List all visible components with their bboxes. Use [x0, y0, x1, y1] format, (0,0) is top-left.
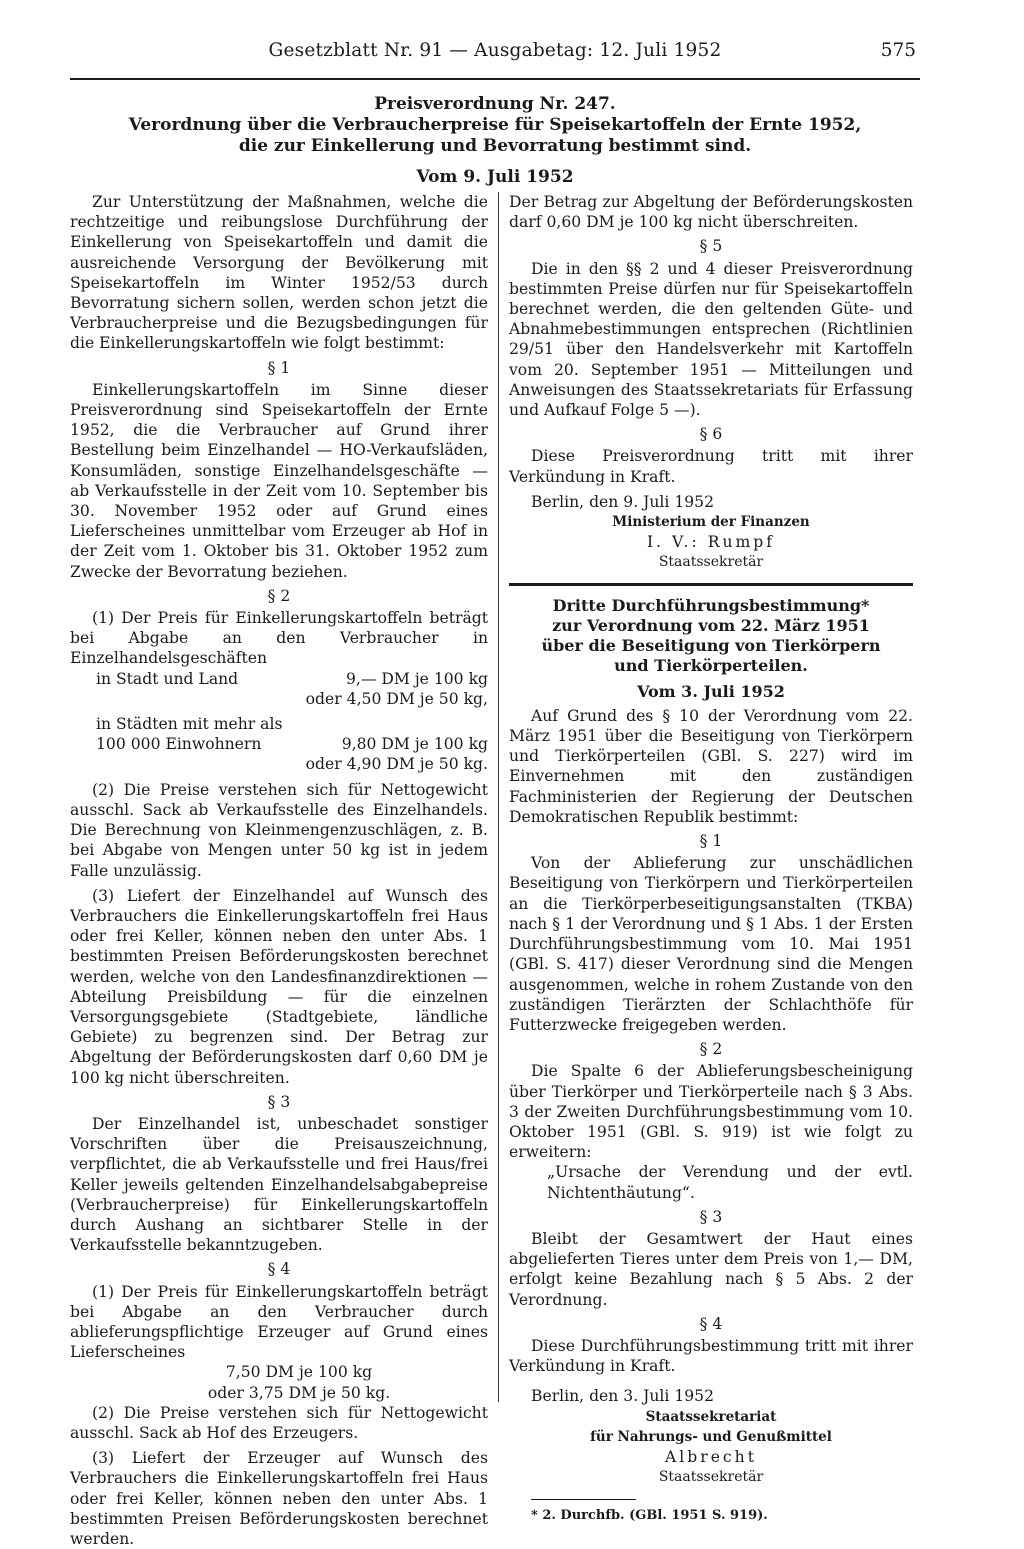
section-heading: § 2: [699, 1040, 723, 1059]
regulation-quote: „Ursache der Verendung und der evtl. Nichtenthäutung“.: [547, 1163, 913, 1202]
intro-paragraph: Zur Unterstützung der Maßnahmen, welche die rechtzeitige und reibungslose Durchführung der Einkellerung von Speisekartoffeln und damit die ausreichende Versorgung der Bevölkerung mit Speisekartoffeln im Winter 1952/53 durch Bevorratung sichern sollen, werden schon jetzt die Verbraucherpreise und die Bezugsbedingungen für die Einkellerungskartoffeln wie folgt bestimmt:: [70, 193, 488, 353]
regulation-heading-line1: Dritte Durchführungsbestimmung*: [552, 595, 870, 615]
regulation-date: Vom 3. Juli 1952: [637, 681, 785, 701]
regulation-heading-line4: und Tierkörperteilen.: [614, 655, 808, 675]
price-value: 9,— DM je 100 kg: [345, 669, 488, 688]
signature-name: Albrecht: [665, 1447, 757, 1466]
column-divider: [498, 192, 499, 1402]
price-row: [70, 669, 488, 689]
section-3-text: Der Einzelhandel ist, unbeschadet sonstiger Vorschriften über die Preisauszeichnung, verpflichtet, die ab Verkaufsstelle und frei Haus/frei Keller jeweils geltenden Einzelhandelsabgabepreise (Verbraucherpreise) für Einkellerungskartoffeln durch Aushang an sichtbarer Stelle in der Verkaufsstelle bekanntzugeben.: [70, 1114, 488, 1255]
section-4-para-1: (1) Der Preis für Einkellerungskartoffeln beträgt bei Abgabe an den Verbraucher durch ablieferungspflichtige Erzeuger auf Grund eines Lieferscheines: [70, 1282, 488, 1362]
header-title: Gesetzblatt Nr. 91 — Ausgabetag: 12. Juli 1952: [268, 40, 722, 61]
section-heading: § 1: [699, 832, 723, 851]
regulation-section-3-text: Bleibt der Gesamtwert der Haut eines abgelieferten Tieres unter dem Preis von 1,— DM, erfolgt keine Bezahlung nach § 5 Abs. 2 der Verordnung.: [509, 1229, 913, 1309]
regulation-intro: Auf Grund des § 10 der Verordnung vom 22. März 1951 über die Beseitigung von Tierkörpern und Tierkörperteilen (GBl. S. 227) wird im Einvernehmen mit den zuständigen Fachministerien der Regierung der Deutschen Demokratischen Republik bestimmt:: [509, 706, 913, 826]
page-header: [70, 38, 920, 80]
signature-title: Staatssekretär: [658, 554, 764, 571]
footnote: * 2. Durchfb. (GBl. 1951 S. 919).: [531, 1508, 768, 1524]
section-5-text: Die in den §§ 2 und 4 dieser Preisverordnung bestimmten Preise dürfen nur für Speisekartoffeln berechnet werden, die den geltenden Güte- und Abnahmebestimmungen entsprechen (Richtlinien 29/51 über den Handelsverkehr mit Kartoffeln vom 20. September 1951 — Mitteilungen und Anweisungen des Staatssekretariats für Erfassung und Aufkauf Folge 5 —).: [509, 259, 913, 420]
ordinance-date: Vom 9. Juli 1952: [416, 167, 574, 187]
signature-name: I. V.: Rumpf: [646, 533, 776, 552]
ordinance-title-line2: die zur Einkellerung und Bevorratung bestimmt sind.: [238, 136, 752, 156]
left-column: [70, 192, 488, 1549]
section-4-para-2: (2) Die Preise verstehen sich für Nettogewicht ausschl. Sack ab Hof des Erzeugers.: [70, 1403, 488, 1442]
signature-organization: Staatssekretariat: [645, 1408, 777, 1425]
price-value: 7,50 DM je 100 kg: [225, 1363, 373, 1382]
section-heading: § 3: [699, 1207, 723, 1226]
regulation-section-1-text: Von der Ablieferung zur unschädlichen Beseitigung von Tierkörpern und Tierkörperteilen an die Tierkörperbeseitigungsanstalten (TKBA) nach § 1 der Verordnung und § 1 Abs. 1 der Ersten Durchführungsbestimmung vom 10. Mai 1951 (GBl. S. 417) dieser Verordnung sind die Mengen ausgenommen, welche in rohem Zustande von den zuständigen Tierärzten der Schlachthöfe für Futterzwecke freigegeben werden.: [509, 854, 913, 1034]
price-row: [70, 714, 488, 734]
section-2-para-2: (2) Die Preise verstehen sich für Nettogewicht ausschl. Sack ab Verkaufsstelle des Einzelhandels. Die Berechnung von Kleinmengenzuschlägen, z. B. bei Abgabe von Mengen unter 50 kg ist in jedem Falle unzulässig.: [70, 780, 488, 880]
place-date: Berlin, den 9. Juli 1952: [531, 492, 715, 511]
section-heading: § 5: [699, 237, 723, 256]
section-heading: § 3: [267, 1092, 291, 1111]
section-1-text: Einkellerungskartoffeln im Sinne dieser Preisverordnung sind Speisekartoffeln der Ernte 1952, die die Verbraucher auf Grund ihrer Bestellung beim Einzelhandel — HO-Verkaufsläden, Konsumläden, sonstige Einzelhandelsgeschäfte — ab Verkaufsstelle in der Zeit vom 10. September bis 30. November 1952 oder auf Grund eines Lieferscheines unmittelbar vom Erzeuger ab Hof in der Zeit vom 1. Oktober bis 31. Oktober 1952 zum Zwecke der Bevorratung beziehen.: [70, 380, 488, 581]
continued-text: Der Betrag zur Abgeltung der Beförderungskosten darf 0,60 DM je 100 kg nicht überschreiten.: [509, 193, 913, 232]
page-number: 575: [880, 40, 916, 61]
regulation-section-4-text: Diese Durchführungsbestimmung tritt mit ihrer Verkündung in Kraft.: [509, 1336, 913, 1376]
price-value: 9,80 DM je 100 kg: [341, 735, 488, 754]
right-column: [509, 192, 913, 1527]
signature-title: Staatssekretär: [658, 1469, 764, 1486]
price-value-alt: oder 4,50 DM je 50 kg,: [305, 689, 488, 708]
section-2-para-1: (1) Der Preis für Einkellerungskartoffeln beträgt bei Abgabe an den Verbraucher in Einzelhandelsgeschäften: [70, 609, 488, 668]
regulation-section-2-text: Die Spalte 6 der Ablieferungsbescheinigung über Tierkörper und Tierkörperteile nach § 3 Abs. 3 der Zweiten Durchführungsbestimmung vom 10. Oktober 1951 (GBl. S. 919) ist wie folgt zu erweitern:: [509, 1062, 913, 1162]
price-row: [70, 734, 488, 754]
price-label: in Stadt und Land: [96, 669, 239, 688]
regulation-heading-line3: über die Beseitigung von Tierkörpern: [541, 635, 881, 655]
price-label: in Städten mit mehr als: [96, 715, 283, 734]
price-value-alt: oder 4,90 DM je 50 kg.: [305, 755, 488, 774]
section-heading: § 1: [267, 358, 291, 377]
place-date: Berlin, den 3. Juli 1952: [531, 1387, 715, 1406]
section-heading: § 6: [699, 425, 723, 444]
section-2-para-3: (3) Liefert der Einzelhandel auf Wunsch des Verbrauchers die Einkellerungskartoffeln frei Haus oder frei Keller, können neben den unter Abs. 1 bestimmten Preisen Beförderungskosten berechnet werden, welche von den Landesfinanzdirektionen — Abteilung Preisbildung — für die einzelnen Versorgungsgebiete (Stadtgebiete, ländliche Gebiete) zu begrenzen sind. Der Betrag zur Abgeltung der Beförderungskosten darf 0,60 DM je 100 kg nicht überschreiten.: [70, 886, 488, 1087]
signature-organization: Ministerium der Finanzen: [612, 514, 810, 531]
price-value-alt: oder 3,75 DM je 50 kg.: [207, 1383, 391, 1402]
price-label: 100 000 Einwohnern: [96, 735, 262, 754]
section-heading: § 2: [267, 586, 291, 605]
footnote-rule: [531, 1499, 636, 1500]
section-heading: § 4: [699, 1314, 723, 1333]
main-heading: [70, 94, 920, 188]
section-heading: § 4: [267, 1260, 291, 1279]
section-divider: [509, 583, 913, 586]
ordinance-title-line1: Verordnung über die Verbraucherpreise für Speisekartoffeln der Ernte 1952,: [128, 115, 862, 135]
section-4-para-3: (3) Liefert der Erzeuger auf Wunsch des Verbrauchers die Einkellerungskartoffeln frei Haus oder frei Keller, können neben den unter Abs. 1 bestimmten Preisen Beförderungskosten berechnet werden.: [70, 1449, 488, 1548]
signature-organization: für Nahrungs- und Genußmittel: [590, 1428, 832, 1445]
ordinance-number: Preisverordnung Nr. 247.: [374, 94, 616, 114]
section-6-text: Diese Preisverordnung tritt mit ihrer Verkündung in Kraft.: [509, 447, 913, 486]
regulation-heading-line2: zur Verordnung vom 22. März 1951: [552, 615, 870, 635]
